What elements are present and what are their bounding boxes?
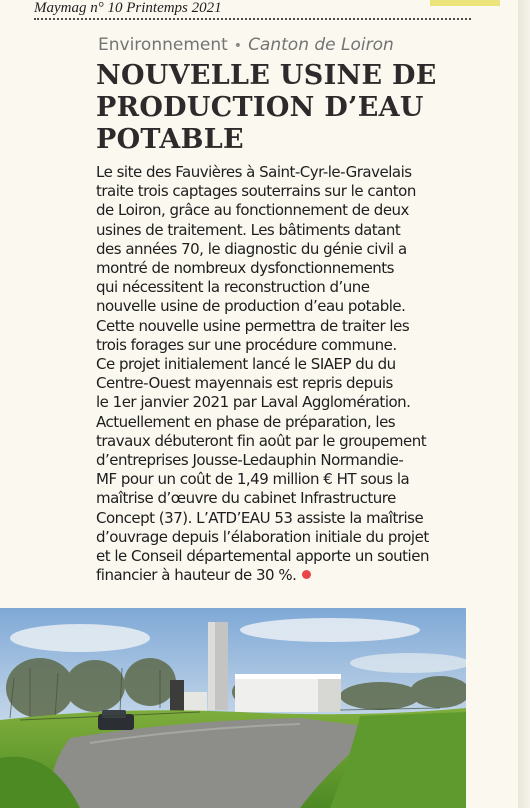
body-line: montré de nombreux dysfonctionnements: [96, 259, 395, 278]
kicker-separator: •: [233, 38, 243, 54]
body-line: financier à hauteur de 30 %.: [96, 566, 297, 585]
section-kicker: [98, 35, 488, 55]
body-line: usines de traitement. Les bâtiments datant: [96, 220, 401, 239]
body-line: le 1er janvier 2021 par Laval Agglomération.: [96, 393, 411, 412]
body-line: Actuellement en phase de préparation, les: [96, 412, 396, 431]
body-line: travaux débuteront fin août par le groupement: [96, 431, 427, 450]
end-of-article-dot: [302, 570, 311, 579]
body-line: Centre-Ouest mayennais est repris depuis: [96, 374, 393, 393]
page-edge: [518, 0, 530, 808]
body-line: Cette nouvelle usine permettra de traiter les: [96, 316, 410, 335]
body-line: maîtrise d’œuvre du cabinet Infrastructure: [96, 489, 396, 508]
body-line: traite trois captages souterrains sur le canton: [96, 182, 416, 201]
headline-line: POTABLE: [96, 124, 244, 155]
body-line: de Loiron, grâce au fonctionnement de deux: [96, 201, 409, 220]
body-line: Concept (37). L’ATD’EAU 53 assiste la maîtrise: [96, 508, 424, 527]
body-line-final: [96, 566, 492, 585]
body-line: Ce projet initialement lancé le SIAEP du du: [96, 355, 396, 374]
headline-line: NOUVELLE USINE DE: [96, 60, 437, 91]
body-line: d’entreprises Jousse-Ledauphin Normandie-: [96, 451, 404, 470]
body-line: d’ouvrage depuis l’élaboration initiale du projet: [96, 527, 429, 546]
subsection-label: Canton de Loiron: [248, 35, 394, 55]
running-head: [34, 0, 471, 20]
article-headline: [96, 60, 496, 156]
headline-line: PRODUCTION D’EAU: [96, 92, 424, 123]
body-line: des années 70, le diagnostic du génie civil a: [96, 239, 407, 258]
body-line: qui nécessitent la reconstruction d’une: [96, 278, 370, 297]
body-line: trois forages sur une procédure commune.: [96, 335, 397, 354]
plant-rendering-photo: [0, 608, 466, 808]
body-line: MF pour un coût de 1,49 million € HT sous la: [96, 470, 410, 489]
section-label: Environnement: [98, 35, 228, 55]
body-line: Le site des Fauvières à Saint-Cyr-le-Gravelais: [96, 163, 412, 181]
body-line: et le Conseil départemental apporte un soutien: [96, 547, 429, 566]
running-head-text: Maymag n° 10 Printemps 2021: [34, 0, 222, 16]
plant-rendering-illustration: [0, 608, 466, 808]
article-body: [96, 163, 492, 585]
body-line: nouvelle usine de production d’eau potable.: [96, 297, 406, 316]
